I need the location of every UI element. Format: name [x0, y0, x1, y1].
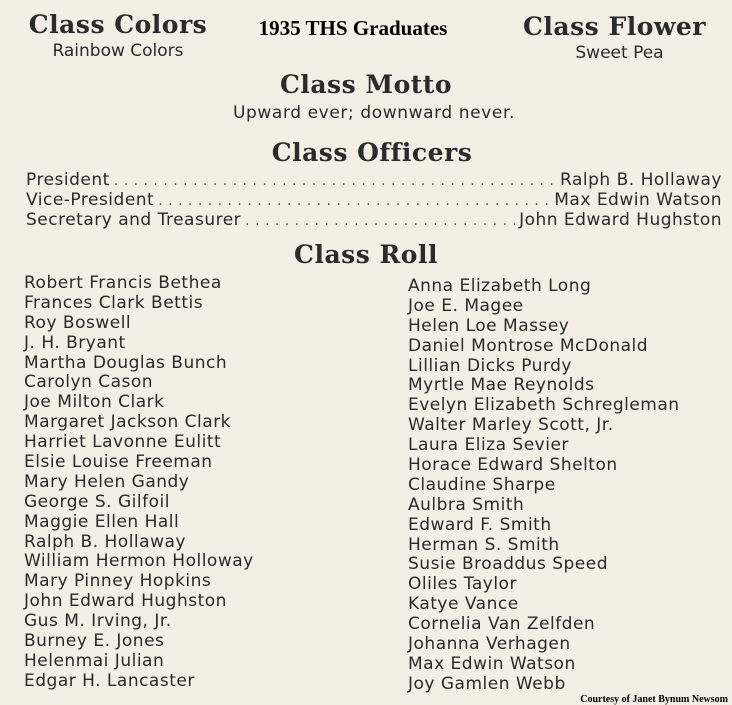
- leader-dots: [245, 213, 515, 229]
- leader-dots: [158, 193, 550, 209]
- roll-name: George S. Gilfoil: [24, 491, 170, 512]
- roll-name: Herman S. Smith: [408, 534, 560, 555]
- roll-name: J. H. Bryant: [24, 332, 126, 353]
- roll-name: Martha Douglas Bunch: [24, 352, 228, 373]
- roll-name: Edgar H. Lancaster: [24, 670, 195, 691]
- credit-line: Courtesy of Janet Bynum Newsom: [580, 694, 728, 705]
- motto-title: Class Motto: [279, 70, 453, 99]
- roll-name: William Hermon Holloway: [24, 551, 254, 572]
- roll-column-right: [408, 277, 680, 695]
- officers-list: [26, 170, 722, 230]
- officer-name: Max Edwin Watson: [554, 190, 722, 210]
- roll-name: Anna Elizabeth Long: [408, 276, 592, 296]
- roll-column-left: [24, 274, 254, 692]
- roll-name: Walter Marley Scott, Jr.: [408, 415, 614, 436]
- roll-name: Margaret Jackson Clark: [24, 412, 232, 433]
- roll-name: Cornelia Van Zelfden: [408, 614, 596, 635]
- roll-name: Joy Gamlen Webb: [408, 673, 566, 694]
- roll-name: Horace Edward Shelton: [408, 455, 618, 476]
- roll-name: Oliles Taylor: [408, 574, 517, 595]
- roll-heading: [0, 240, 732, 269]
- roll-title: Class Roll: [294, 240, 438, 269]
- officer-row: [26, 190, 722, 210]
- officer-row: [26, 170, 722, 190]
- officers-title: Class Officers: [271, 138, 473, 167]
- roll-name: Joe Milton Clark: [24, 392, 165, 413]
- officer-office: Vice-President: [26, 190, 155, 210]
- roll-name: Burney E. Jones: [24, 631, 165, 652]
- officer-name: John Edward Hughston: [519, 210, 722, 230]
- roll-name: Evelyn Elizabeth Schregleman: [408, 395, 680, 416]
- roll-name: Gus M. Irving, Jr.: [24, 611, 172, 632]
- roll-name: Daniel Montrose McDonald: [408, 335, 649, 356]
- roll-name: Lillian Dicks Purdy: [408, 355, 572, 376]
- roll-name: Frances Clark Bettis: [24, 292, 204, 313]
- class-colors-block: [28, 10, 208, 62]
- class-colors-title: Class Colors: [28, 10, 208, 39]
- class-flower-title: Class Flower: [523, 12, 706, 41]
- roll-name: Maggie Ellen Hall: [24, 511, 180, 532]
- officer-office: Secretary and Treasurer: [26, 210, 242, 230]
- roll-name: Helen Loe Massey: [408, 315, 570, 336]
- roll-name: Katye Vance: [408, 594, 519, 615]
- roll-name: Claudine Sharpe: [408, 474, 556, 495]
- class-colors-value: Rainbow Colors: [52, 41, 184, 61]
- roll-name: Harriet Lavonne Eulitt: [24, 432, 222, 453]
- roll-name: Johanna Verhagen: [408, 634, 571, 655]
- roll-name: Aulbra Smith: [408, 494, 525, 515]
- roll-name: Robert Francis Bethea: [24, 273, 222, 293]
- roll-name: Myrtle Mae Reynolds: [408, 375, 595, 396]
- officers-heading: [0, 138, 732, 167]
- officer-office: President: [26, 170, 110, 190]
- roll-name: Roy Boswell: [24, 312, 132, 333]
- roll-name: Edward F. Smith: [408, 514, 552, 535]
- roll-name: Joe E. Magee: [408, 295, 524, 316]
- roll-name: Elsie Louise Freeman: [24, 452, 213, 473]
- roll-name: Carolyn Cason: [24, 372, 154, 393]
- roll-name: Susie Broaddus Speed: [408, 554, 609, 575]
- leader-dots: [114, 173, 556, 189]
- officer-row: [26, 210, 722, 230]
- motto-heading: [0, 70, 732, 99]
- roll-name: Max Edwin Watson: [408, 653, 576, 674]
- roll-name: Ralph B. Hollaway: [24, 531, 186, 552]
- class-flower-block: [512, 12, 717, 64]
- roll-name: Mary Helen Gandy: [24, 471, 190, 492]
- roll-name: Mary Pinney Hopkins: [24, 571, 212, 592]
- roll-name: John Edward Hughston: [24, 591, 227, 612]
- page-title-block: [222, 16, 484, 41]
- motto-text: Upward ever; downward never.: [232, 103, 515, 123]
- roll-name: Laura Eliza Sevier: [408, 435, 569, 456]
- class-flower-value: Sweet Pea: [575, 43, 664, 63]
- page-title: 1935 THS Graduates: [258, 16, 448, 40]
- roll-name: Helenmai Julian: [24, 650, 165, 671]
- officer-name: Ralph B. Hollaway: [560, 170, 722, 190]
